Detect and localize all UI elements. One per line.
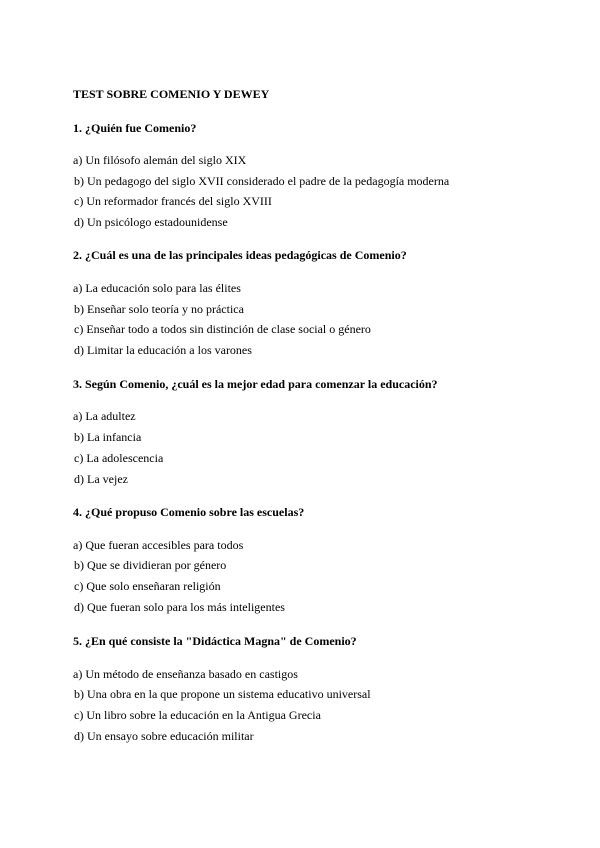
question-5-option-a: a) Un método de enseñanza basado en castigos [73,667,298,681]
question-3-option-a: a) La adultez [73,409,136,423]
question-1-option-d: d) Un psicólogo estadounidense [74,215,228,229]
question-2-option-b: b) Enseñar solo teoría y no práctica [74,302,244,316]
question-1-option-b: b) Un pedagogo del siglo XVII considerado el padre de la pedagogía moderna [74,174,450,188]
question-4: 4. ¿Qué propuso Comenio sobre las escuelas? [73,505,305,519]
question-4-option-c: c) Que solo enseñaran religión [74,579,221,593]
question-1-option-c: c) Un reformador francés del siglo XVIII [74,194,272,208]
question-2-option-c: c) Enseñar todo a todos sin distinción de clase social o género [74,322,371,336]
question-5: 5. ¿En qué consiste la "Didáctica Magna" de Comenio? [73,634,357,648]
question-1: 1. ¿Quién fue Comenio? [73,121,197,135]
question-1-option-a: a) Un filósofo alemán del siglo XIX [73,153,247,167]
question-3-option-c: c) La adolescencia [74,451,164,465]
question-3-option-b: b) La infancia [74,430,142,444]
question-5-option-b: b) Una obra en la que propone un sistema educativo universal [74,687,371,701]
question-3: 3. Según Comenio, ¿cuál es la mejor edad para comenzar la educación? [73,377,438,391]
question-5-option-c: c) Un libro sobre la educación en la Antigua Grecia [74,708,321,722]
question-2-option-a: a) La educación solo para las élites [73,281,241,295]
question-4-option-b: b) Que se dividieran por género [74,558,227,572]
question-2: 2. ¿Cuál es una de las principales ideas pedagógicas de Comenio? [73,248,407,262]
question-4-option-a: a) Que fueran accesibles para todos [73,538,244,552]
question-3-option-d: d) La vejez [74,472,128,486]
question-2-option-d: d) Limitar la educación a los varones [74,343,252,357]
question-5-option-d: d) Un ensayo sobre educación militar [74,729,254,743]
question-4-option-d: d) Que fueran solo para los más inteligentes [74,600,285,614]
page-title: TEST SOBRE COMENIO Y DEWEY [73,87,270,101]
